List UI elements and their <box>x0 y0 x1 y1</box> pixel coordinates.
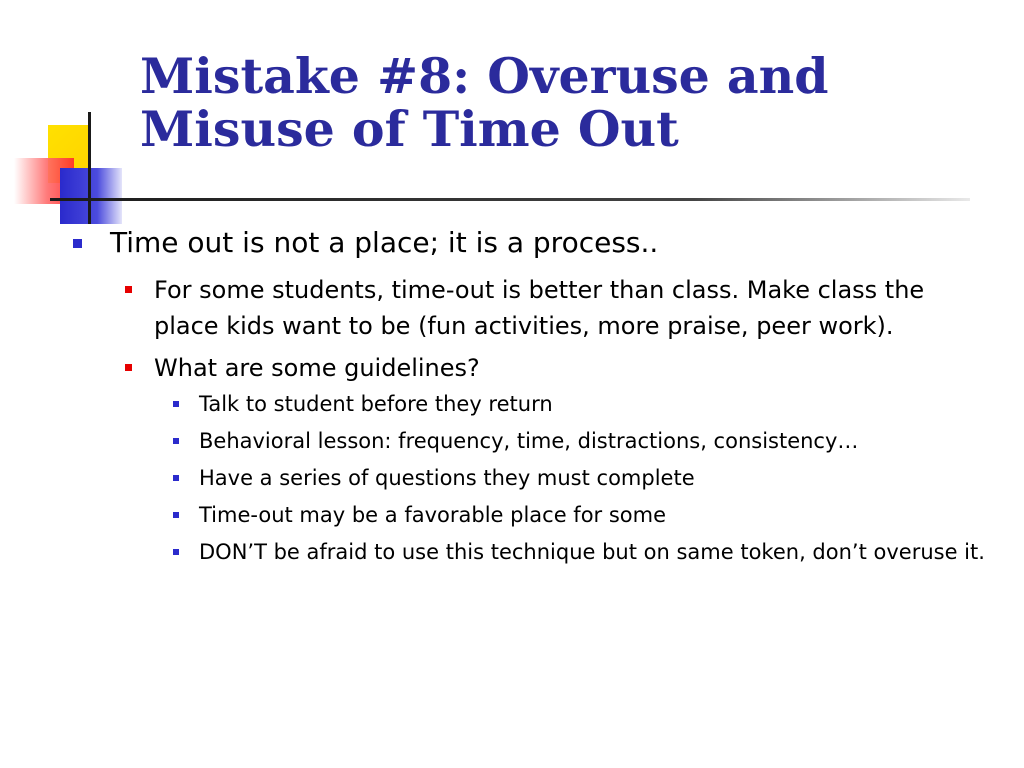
square-bullet-icon <box>173 549 179 555</box>
bullet-item-level2 <box>154 350 994 386</box>
slide-title-line-1: Mistake #8: Overuse and <box>140 47 829 105</box>
bullet-item-level3 <box>199 501 989 529</box>
square-bullet-icon <box>125 364 132 371</box>
bullet-text: Time-out may be a favorable place for some <box>199 503 667 527</box>
bullet-text: Have a series of questions they must complete <box>199 466 695 490</box>
bullet-item-level3 <box>199 464 989 492</box>
bullet-text: What are some guidelines? <box>154 354 480 382</box>
slide-title <box>140 47 1000 158</box>
bullet-item-level3 <box>199 390 989 418</box>
bullet-text: Behavioral lesson: frequency, time, distractions, consistency… <box>199 429 859 453</box>
decorative-vertical-line <box>88 112 91 224</box>
square-bullet-icon <box>73 239 82 248</box>
bullet-text: For some students, time-out is better than class. Make class the place kids want to be (fun activities, more praise, peer work). <box>154 276 925 340</box>
square-bullet-icon <box>125 286 132 293</box>
bullet-list <box>0 226 1024 566</box>
slide-title-line-2: Misuse of Time Out <box>140 100 679 158</box>
bullet-text: Talk to student before they return <box>199 392 553 416</box>
square-bullet-icon <box>173 475 179 481</box>
bullet-text: DON’T be afraid to use this technique but on same token, don’t overuse it. <box>199 540 985 564</box>
square-bullet-icon <box>173 401 179 407</box>
square-bullet-icon <box>173 438 179 444</box>
bullet-item-level1 <box>110 226 990 260</box>
bullet-item-level3 <box>199 427 989 455</box>
decorative-blue-square <box>60 168 122 224</box>
bullet-item-level3 <box>199 538 989 566</box>
title-underline <box>50 198 970 201</box>
bullet-item-level2 <box>154 272 994 344</box>
square-bullet-icon <box>173 512 179 518</box>
bullet-text: Time out is not a place; it is a process.. <box>110 226 659 259</box>
